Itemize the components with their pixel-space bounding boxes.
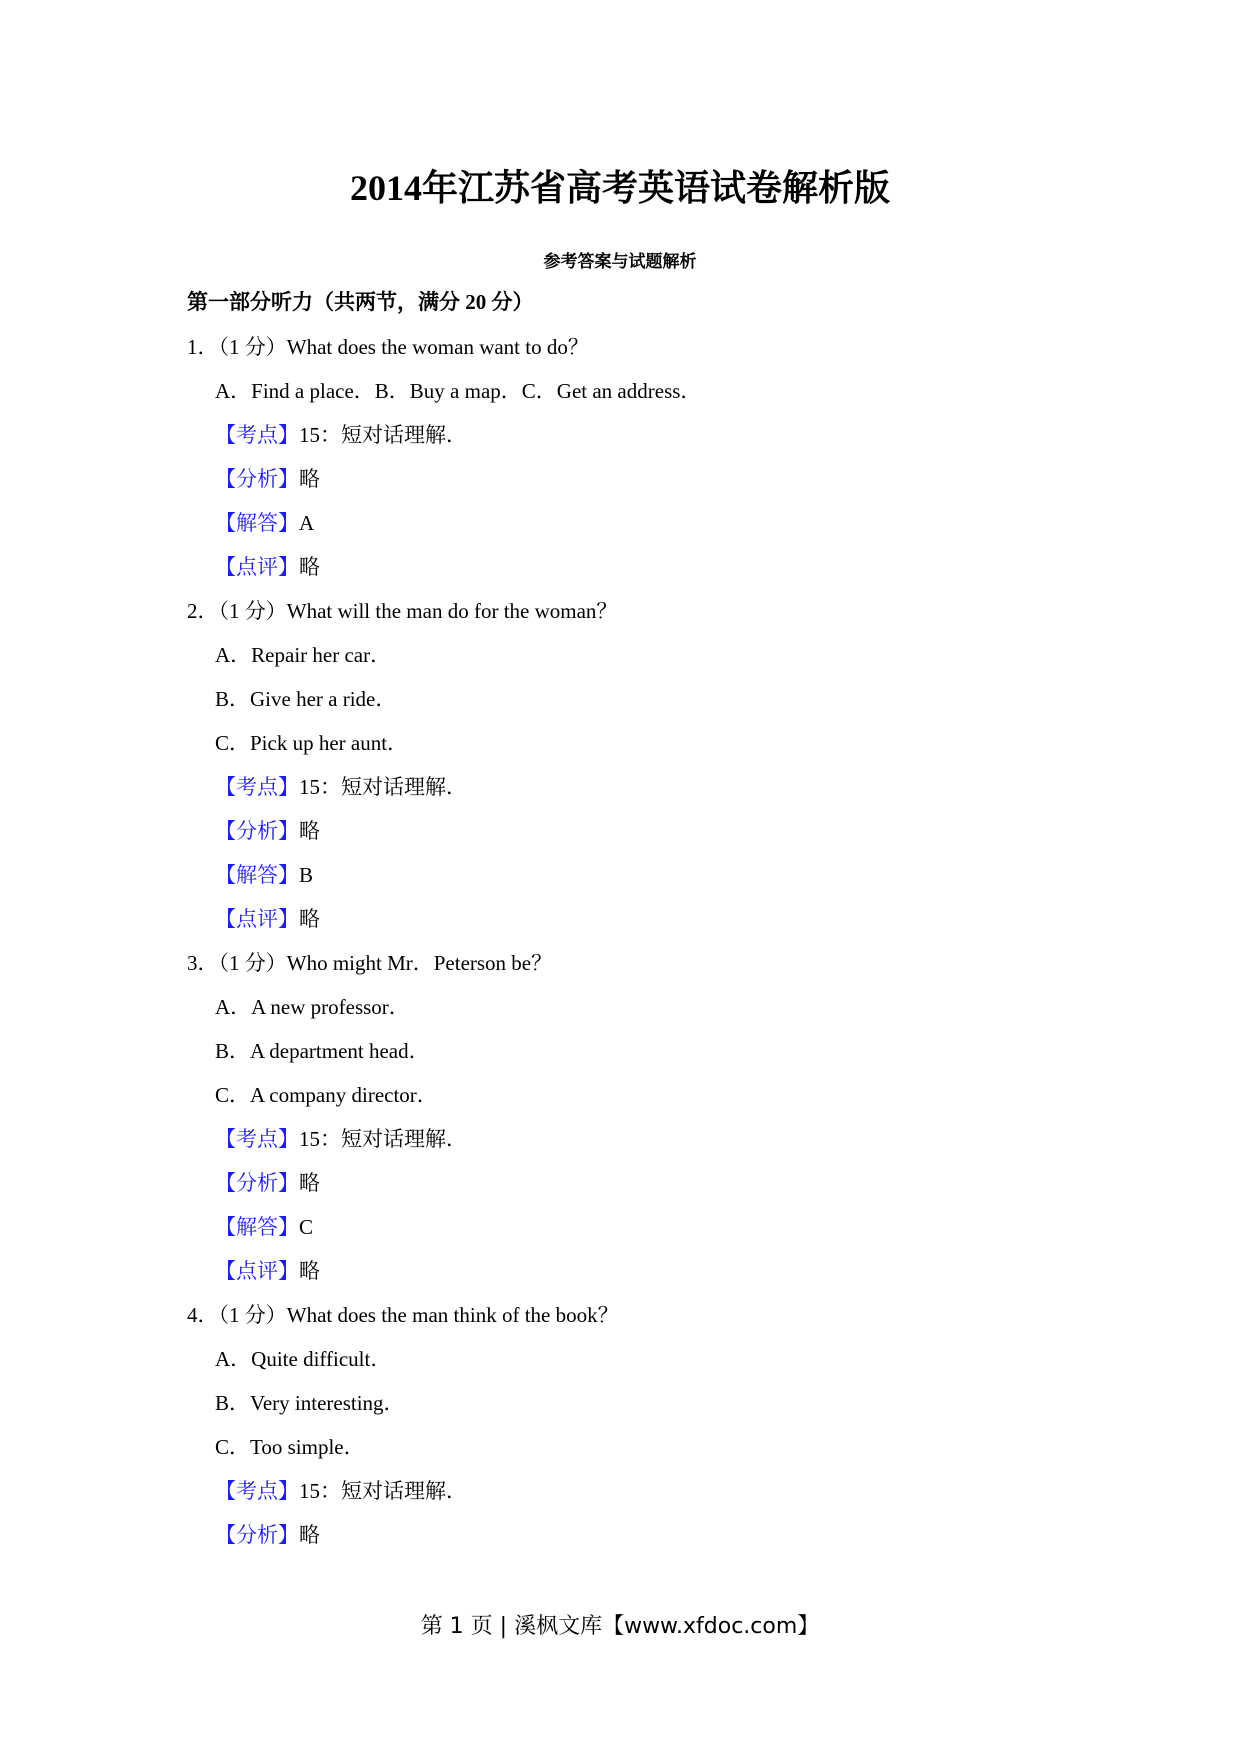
fenxi-row: [187, 457, 1147, 501]
question-options-1: A．Find a place．B．Buy a map．C．Get an address．: [215, 379, 702, 403]
kaodian-text: 15：短对话理解．: [299, 1479, 467, 1503]
option-a: A．A new professor．: [215, 995, 410, 1019]
jieda-row: [187, 501, 1147, 545]
kaodian-label: 【考点】: [215, 423, 299, 447]
document-title: 2014年江苏省高考英语试卷解析版: [349, 168, 890, 208]
fenxi-text: 略: [299, 467, 320, 491]
question-stem-1: 1．（1 分）What does the woman want to do？: [187, 335, 589, 359]
page-footer: 第 1 页 | 溪枫文库【www.xfdoc.com】: [420, 1614, 820, 1639]
option-b: B．Give her a ride．: [215, 687, 397, 711]
jieda-text: B: [299, 863, 314, 887]
fenxi-row: [187, 1513, 1147, 1557]
option-c: C．Pick up her aunt．: [215, 731, 409, 755]
option-b: B．Very interesting．: [215, 1391, 405, 1415]
dianping-text: 略: [299, 555, 320, 579]
kaodian-label: 【考点】: [215, 775, 299, 799]
fenxi-text: 略: [299, 819, 320, 843]
option-a: A．Quite difficult．: [215, 1347, 392, 1371]
dianping-label: 【点评】: [215, 555, 299, 579]
option-c: C．A company director．: [215, 1083, 438, 1107]
fenxi-label: 【分析】: [215, 467, 299, 491]
dianping-row: [187, 545, 1147, 589]
fenxi-row: [187, 809, 1147, 853]
kaodian-row: [187, 1469, 1147, 1513]
section-heading: 第一部分听力（共两节，满分 20 分）: [187, 290, 534, 314]
fenxi-label: 【分析】: [215, 1171, 299, 1195]
question-stem-3: 3．（1 分）Who might Mr．Peterson be？: [187, 951, 553, 975]
option-c: C．Too simple．: [215, 1435, 365, 1459]
jieda-label: 【解答】: [215, 1215, 299, 1239]
fenxi-text: 略: [299, 1523, 320, 1547]
kaodian-row: [187, 413, 1147, 457]
fenxi-text: 略: [299, 1171, 320, 1195]
jieda-label: 【解答】: [215, 863, 299, 887]
jieda-row: [187, 853, 1147, 897]
kaodian-label: 【考点】: [215, 1127, 299, 1151]
dianping-text: 略: [299, 907, 320, 931]
dianping-row: [187, 897, 1147, 941]
kaodian-text: 15：短对话理解．: [299, 423, 467, 447]
kaodian-row: [187, 1117, 1147, 1161]
question-stem-4: 4．（1 分）What does the man think of the book？: [187, 1303, 619, 1327]
question-stem-2: 2．（1 分）What will the man do for the woman？: [187, 599, 618, 623]
question-list: [187, 325, 1147, 1557]
kaodian-row: [187, 765, 1147, 809]
fenxi-label: 【分析】: [215, 819, 299, 843]
dianping-text: 略: [299, 1259, 320, 1283]
kaodian-text: 15：短对话理解．: [299, 775, 467, 799]
jieda-label: 【解答】: [215, 511, 299, 535]
fenxi-row: [187, 1161, 1147, 1205]
dianping-row: [187, 1249, 1147, 1293]
jieda-text: A: [299, 511, 315, 535]
kaodian-text: 15：短对话理解．: [299, 1127, 467, 1151]
jieda-row: [187, 1205, 1147, 1249]
dianping-label: 【点评】: [215, 907, 299, 931]
jieda-text: C: [299, 1215, 314, 1239]
dianping-label: 【点评】: [215, 1259, 299, 1283]
option-a: A．Repair her car．: [215, 643, 392, 667]
document-subtitle: 参考答案与试题解析: [543, 252, 697, 271]
fenxi-label: 【分析】: [215, 1523, 299, 1547]
kaodian-label: 【考点】: [215, 1479, 299, 1503]
option-b: B．A department head．: [215, 1039, 430, 1063]
